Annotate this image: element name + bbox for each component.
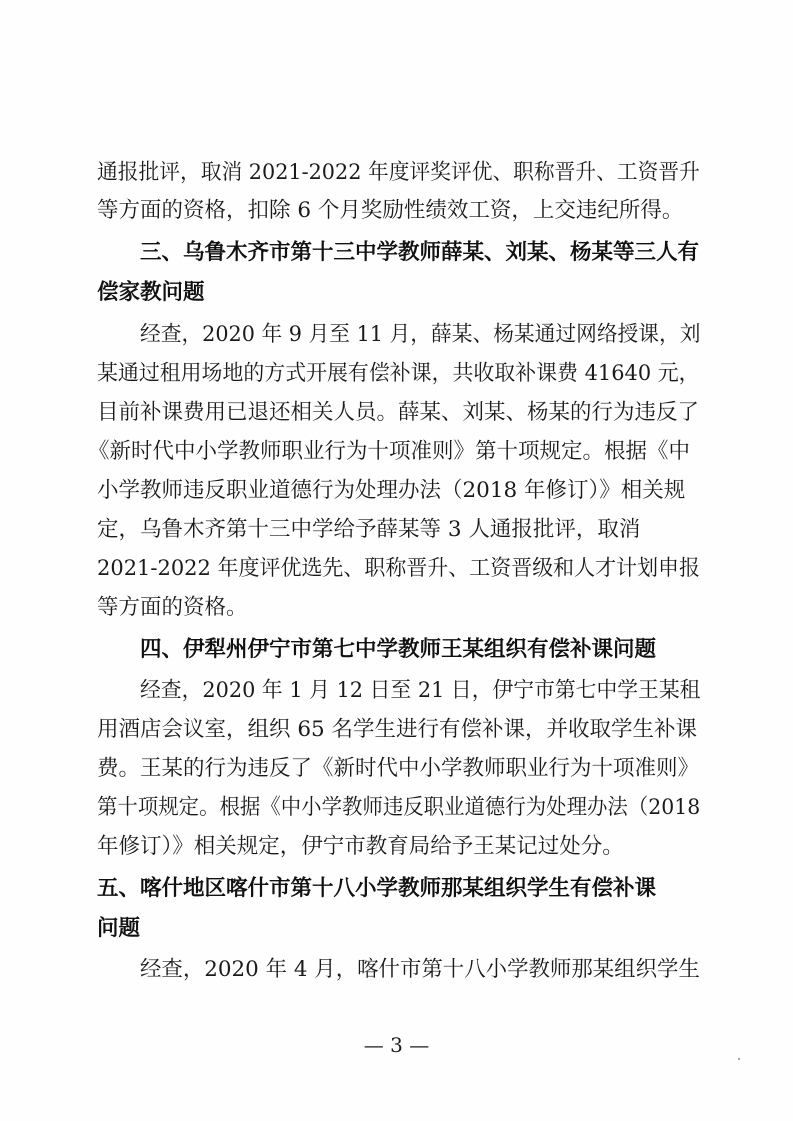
text-line: 某通过租用场地的方式开展有偿补课，共收取补课费 41640 元， <box>97 361 700 386</box>
text-line: 《新时代中小学教师职业行为十项准则》第十项规定。根据《中 <box>88 439 691 464</box>
text-line: 经查，2020 年 9 月至 11 月，薛某、杨某通过网络授课，刘 <box>140 322 701 347</box>
text-line: 经查，2020 年 4 月，喀什市第十八小学教师那某组织学生 <box>140 957 700 982</box>
text-line: 经查，2020 年 1 月 12 日至 21 日，伊宁市第七中学王某租 <box>140 678 701 703</box>
section-3-heading: 三、乌鲁木齐市第十三中学教师薛某、刘某、杨某等三人有 <box>140 240 700 265</box>
section-4-heading: 四、伊犁州伊宁市第七中学教师王某组织有偿补课问题 <box>140 637 657 662</box>
text-line: 定，乌鲁木齐第十三中学给予薛某等 3 人通报批评，取消 <box>97 517 641 542</box>
section-5-heading-cont: 问题 <box>97 916 141 941</box>
text-line: 年修订）》相关规定，伊宁市教育局给予王某记过处分。 <box>97 834 624 859</box>
section-3-heading-cont: 偿家教问题 <box>97 280 205 305</box>
text-line: 第十项规定。根据《中小学教师违反职业道德行为处理办法（2018 <box>97 795 701 820</box>
text-line: 等方面的资格。 <box>97 595 248 620</box>
text-line: 目前补课费用已退还相关人员。薛某、刘某、杨某的行为违反了 <box>97 400 700 425</box>
section-5-heading: 五、喀什地区喀什市第十八小学教师那某组织学生有偿补课 <box>97 876 657 901</box>
text-line: 费。王某的行为违反了《新时代中小学教师职业行为十项准则》 <box>97 756 700 781</box>
text-line: 用酒店会议室，组织 65 名学生进行有偿补课，并收取学生补课 <box>97 717 698 742</box>
page-number: — 3 — <box>363 1033 430 1057</box>
text-line: 2021-2022 年度评优选先、职称晋升、工资晋级和人才计划申报 <box>97 556 701 581</box>
text-line: 小学教师违反职业道德行为处理办法（2018 年修订）》相关规 <box>97 478 686 503</box>
text-line: 通报批评，取消 2021-2022 年度评奖评优、职称晋升、工资晋升 <box>97 160 700 185</box>
scan-speck <box>738 1058 740 1060</box>
text-line: 等方面的资格，扣除 6 个月奖励性绩效工资，上交违纪所得。 <box>97 198 684 223</box>
